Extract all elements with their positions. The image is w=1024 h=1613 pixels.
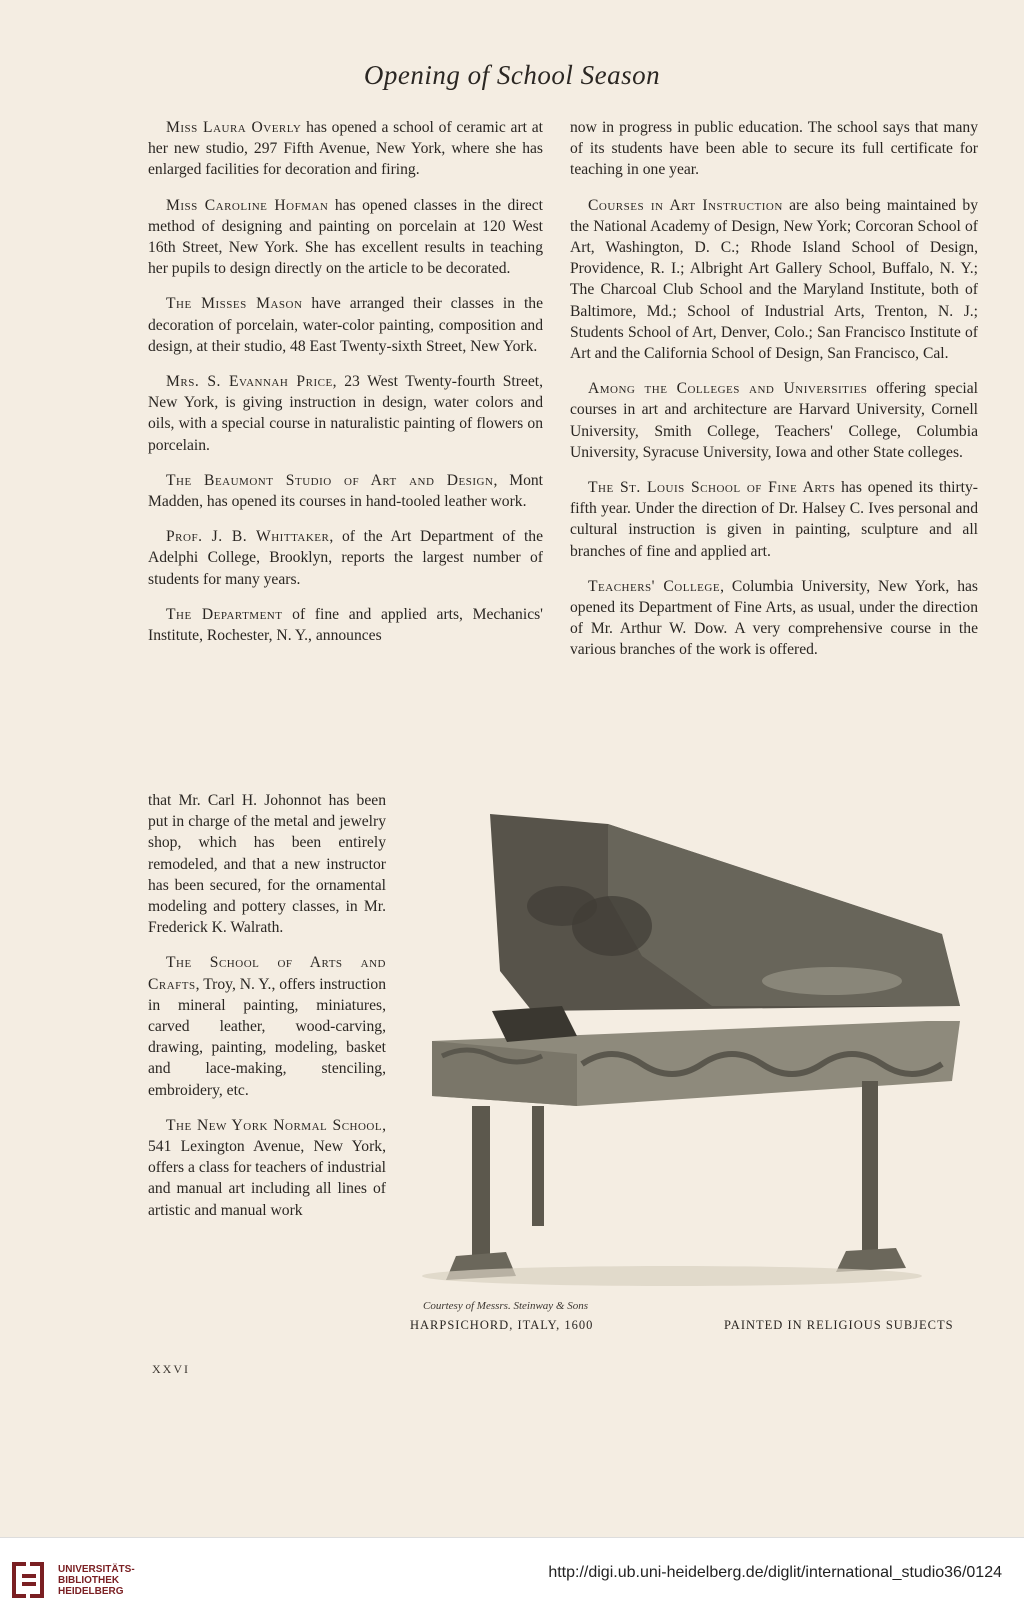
paragraph-lead: The New York Normal School xyxy=(166,1116,383,1134)
paragraph-text: offering special courses in art and architecture are Harvard University, Cornell University, Smith College, Teachers' College, Columbia University, Syracuse University, Iowa and other State colleges. xyxy=(570,380,978,461)
paragraph-lead: Mrs. S. Evannah Price xyxy=(166,373,333,391)
paragraph xyxy=(570,378,978,463)
figure-caption: HARPSICHORD, ITALY, 1600 xyxy=(410,1318,594,1332)
paragraph-text: has opened classes in the direct method of designing and painting on porcelain at 120 West 16th Street, New York. She has excellent results in teaching her pupils to design directly on the article to be decorated. xyxy=(148,196,543,278)
library-name xyxy=(58,1564,135,1597)
narrow-column xyxy=(148,790,386,1235)
source-url-link[interactable]: http://digi.ub.uni-heidelberg.de/diglit/international_studio36/0124 xyxy=(548,1564,1002,1581)
harpsichord-photo xyxy=(412,806,980,1294)
library-logo-icon xyxy=(8,1558,50,1602)
paragraph xyxy=(148,790,386,938)
paragraph-text: now in progress in public education. The school says that many of its students have been able to secure its full certificate for teaching in one year. xyxy=(570,119,978,179)
library-name-line: UNIVERSITÄTS- xyxy=(58,1564,135,1575)
paragraph-lead: The School of Arts and Crafts xyxy=(148,954,386,993)
paragraph-text: , Columbia University, New York, has opened its Department of Fine Arts, as usual, under the direction of Mr. Arthur W. Dow. A very comprehensive course in the various branches of the work is offered. xyxy=(570,577,978,659)
paragraph-text: , of the Art Department of the Adelphi College, Brooklyn, reports the largest number of students for many years. xyxy=(148,528,544,588)
paragraph-lead: The Misses Mason xyxy=(166,295,303,313)
paragraph xyxy=(148,195,543,280)
paragraph-text: have arranged their classes in the decoration of porcelain, water-color painting, composition and design, at their studio, 48 East Twenty-sixth Street, New York. xyxy=(148,295,543,355)
paragraph-lead: The Department xyxy=(166,605,283,623)
paragraph-text: , Mont Madden, has opened its courses in hand-tooled leather work. xyxy=(148,471,543,511)
paragraph-lead: Teachers' College xyxy=(588,577,721,595)
paragraph-text: , Troy, N. Y., offers instruction in mineral painting, miniatures, carved leather, wood-carving, drawing, painting, modeling, basket and lace-making, stenciling, embroidery, etc. xyxy=(148,975,386,1099)
paragraph xyxy=(570,477,978,562)
paragraph-text: , 23 West Twenty-fourth Street, New York, is giving instruction in design, water colors and oils, with a special course in naturalistic painting of flowers on porcelain. xyxy=(148,373,544,454)
library-name-line: HEIDELBERG xyxy=(58,1586,124,1597)
library-footer xyxy=(0,1537,1024,1613)
paragraph xyxy=(148,526,543,590)
figure-caption-subject: PAINTED IN RELIGIOUS SUBJECTS xyxy=(724,1318,954,1332)
paragraph xyxy=(148,604,543,646)
paragraph xyxy=(148,952,386,1100)
paragraph-lead: Among the Colleges and Universities xyxy=(588,380,868,398)
page-number: XXVI xyxy=(152,1362,190,1376)
photo-credit: Courtesy of Messrs. Steinway & Sons xyxy=(423,1300,588,1312)
paragraph-text: are also being maintained by the National Academy of Design, New York; Corcoran School of Art, Washington, D. C.; Rhode Island School of Design, Providence, R. I.; Albright Art Gallery School, Buffalo, N. Y.; The Charcoal Club School and the Maryland Institute, both of Baltimore, Md.; School of Industrial Arts, Trenton, N. J.; Students School of Art, Denver, Colo.; San Francisco Institute of Art and the California School of Design, San Francisco, Cal. xyxy=(570,196,978,363)
right-column xyxy=(570,117,978,675)
paragraph-text: has opened a school of ceramic art at her new studio, 297 Fifth Avenue, New York, where she has enlarged facilities for decoration and firing. xyxy=(148,119,543,179)
paragraph xyxy=(148,293,543,357)
paragraph xyxy=(148,117,543,181)
paragraph-text: has opened its thirty-fifth year. Under the direction of Dr. Halsey C. Ives personal and cultural instruction is given in painting, sculpture and all branches of fine and applied art. xyxy=(570,479,978,560)
paragraph xyxy=(570,195,978,365)
paragraph-text: of fine and applied arts, Mechanics' Institute, Rochester, N. Y., announces xyxy=(148,605,543,645)
paragraph-text: that Mr. Carl H. Johonnot has been put in charge of the metal and jewelry shop, which has been entirely remodeled, and that a new instructor has been secured, for the ornamental modeling and pottery classes, in Mr. Frederick K. Walrath. xyxy=(148,792,386,937)
paragraph xyxy=(148,470,543,512)
paragraph xyxy=(148,371,543,456)
paragraph xyxy=(570,117,978,181)
paragraph xyxy=(570,576,978,661)
paragraph-lead: Courses in Art Instruction xyxy=(588,196,783,214)
paragraph-lead: The St. Louis School of Fine Arts xyxy=(588,479,836,497)
paragraph-lead: Miss Laura Overly xyxy=(166,119,302,136)
left-column xyxy=(148,117,543,646)
paragraph xyxy=(148,1115,386,1221)
library-name-line: BIBLIOTHEK xyxy=(58,1575,120,1586)
page-title: Opening of School Season xyxy=(363,60,661,90)
harpsichord-illustration xyxy=(422,814,960,1286)
paragraph-lead: Miss Caroline Hofman xyxy=(166,196,329,214)
paragraph-lead: Prof. J. B. Whittaker xyxy=(166,528,330,546)
paragraph-text: , 541 Lexington Avenue, New York, offers a class for teachers of industrial and manual art including all lines of artistic and manual work xyxy=(148,1116,386,1219)
paragraph-lead: The Beaumont Studio of Art and Design xyxy=(166,471,494,489)
